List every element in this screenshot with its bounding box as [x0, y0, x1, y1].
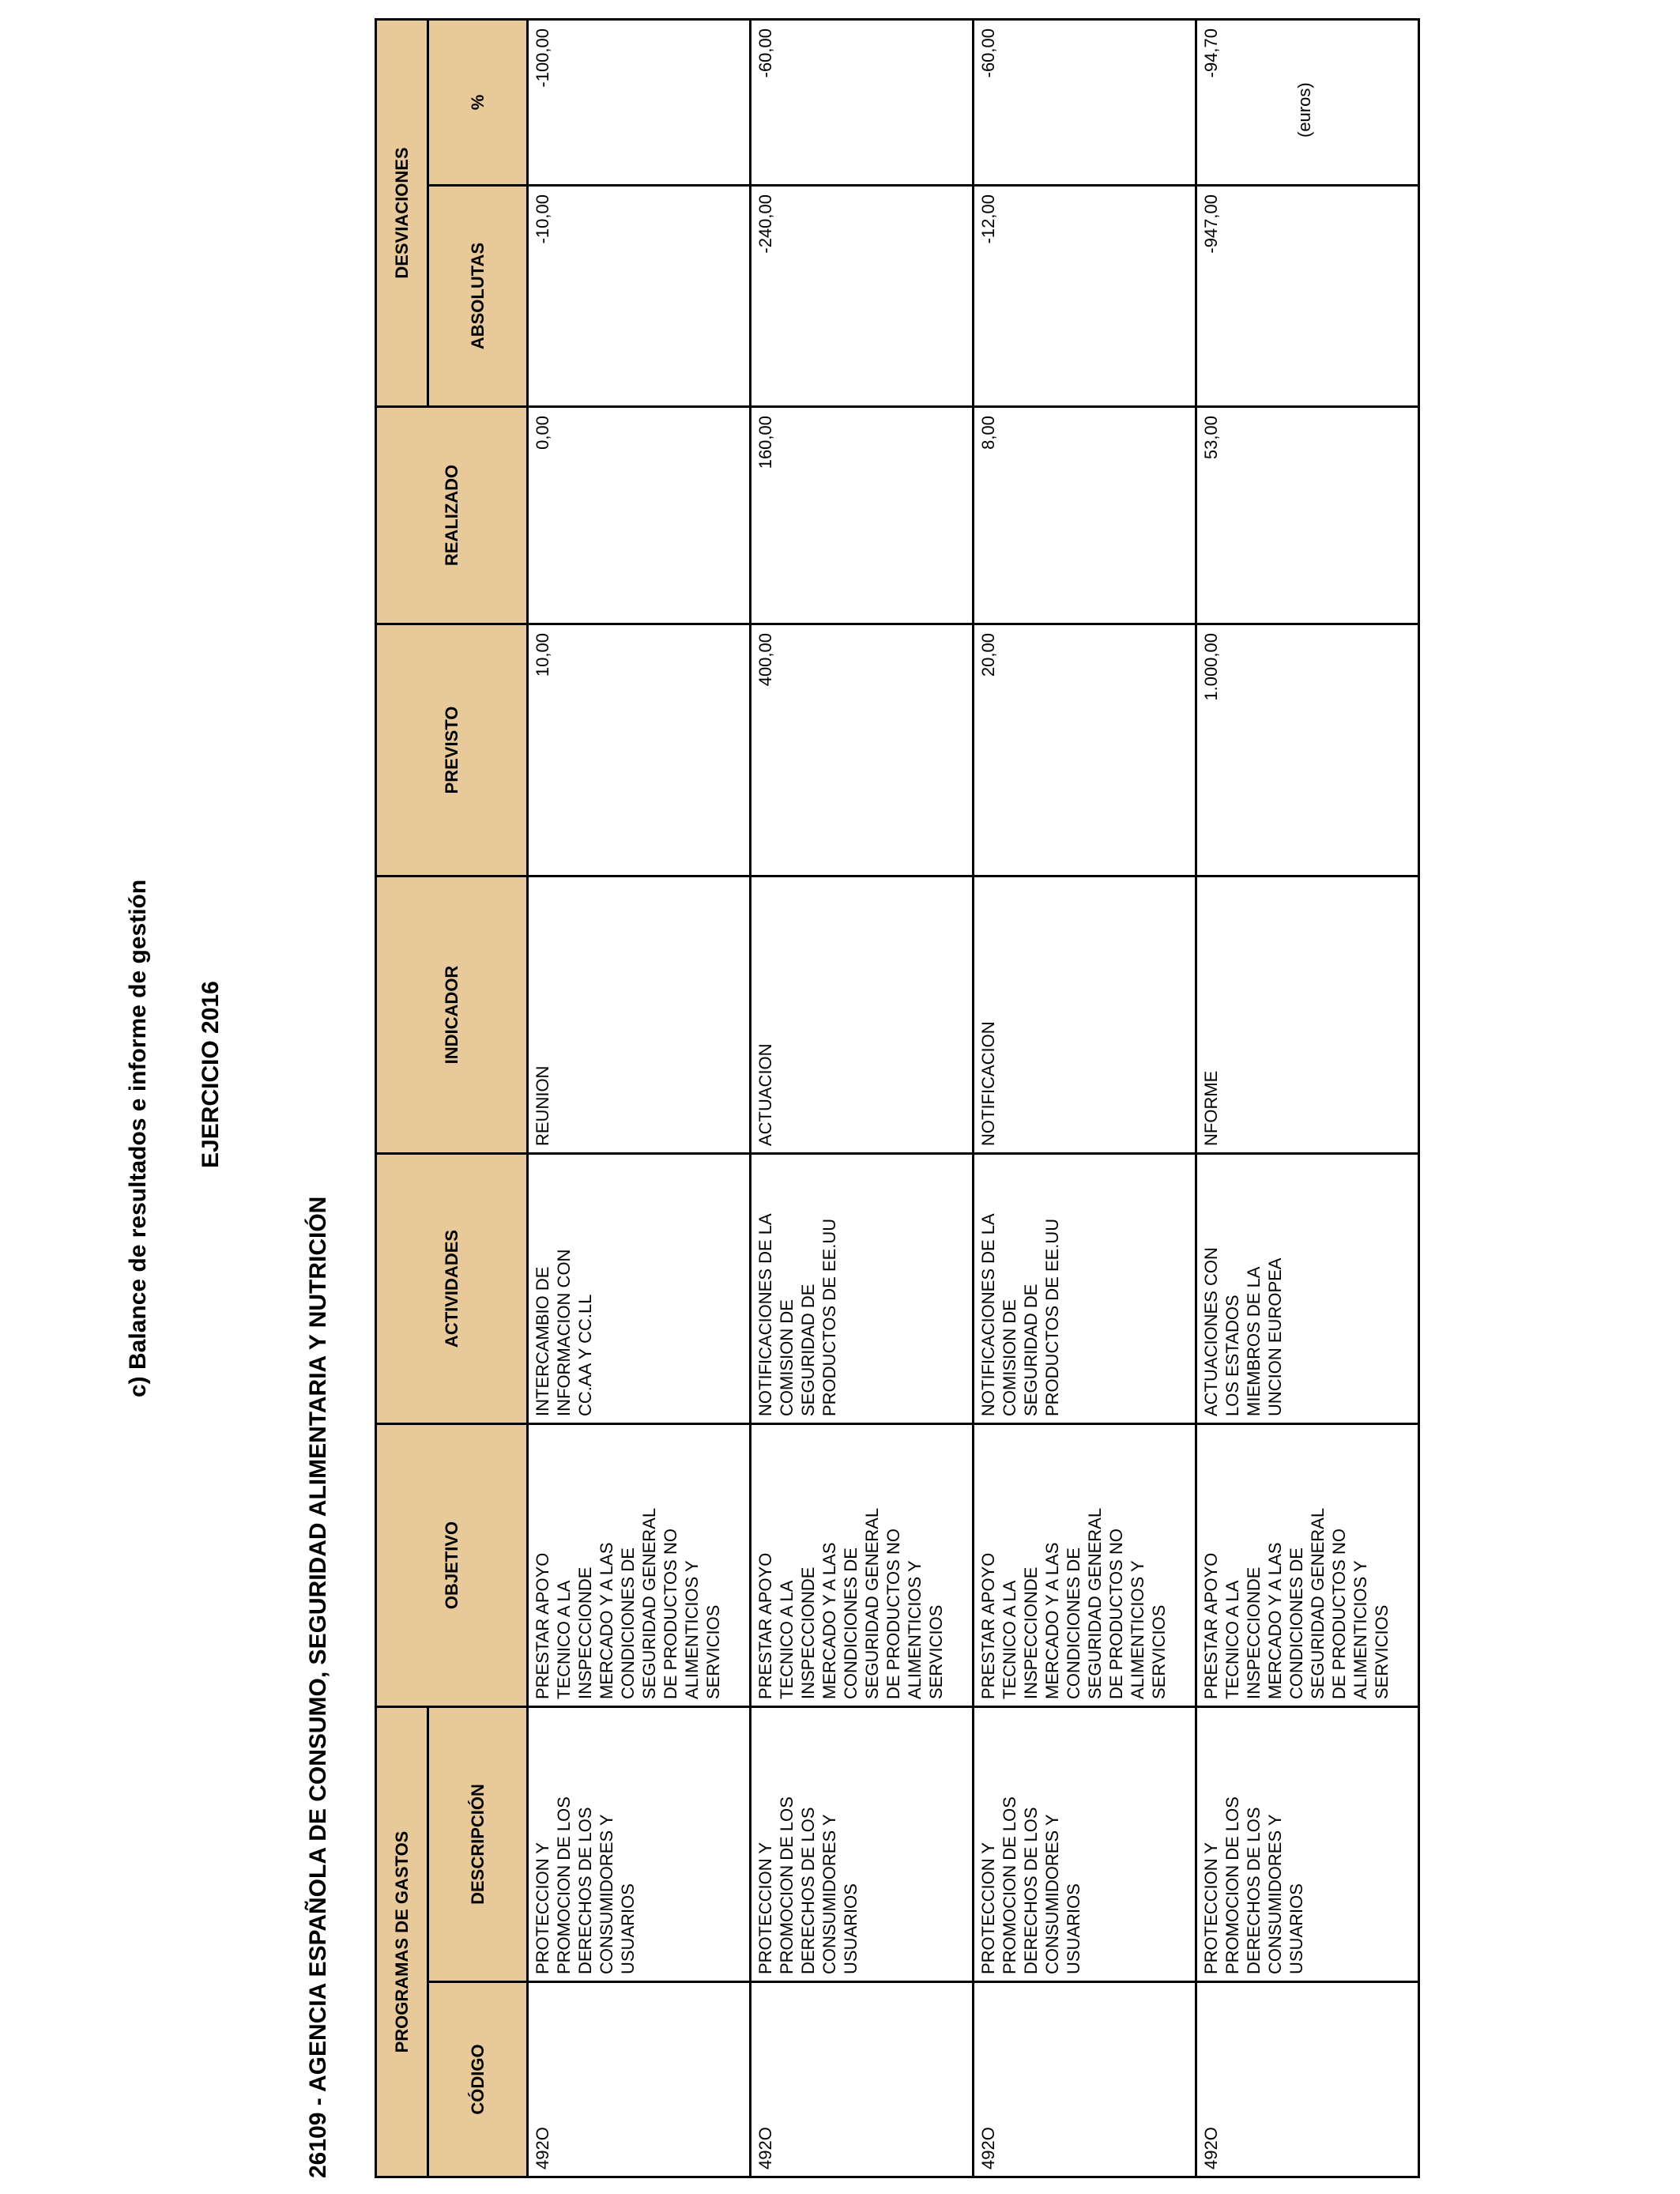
- agency-title: 26109 - AGENCIA ESPAÑOLA DE CONSUMO, SEGURIDAD ALIMENTARIA Y NUTRICIÓN: [305, 1196, 331, 2178]
- cell-porcentaje: -100,00: [528, 19, 751, 185]
- cell-absolutas: -947,00: [1196, 186, 1419, 407]
- cell-absolutas: -10,00: [528, 186, 751, 407]
- group-header-desviaciones: DESVIACIONES: [376, 19, 428, 406]
- cell-previsto: 20,00: [974, 624, 1196, 876]
- units-label: (euros): [1294, 82, 1314, 138]
- cell-previsto: 400,00: [751, 624, 974, 876]
- group-header-programas: PROGRAMAS DE GASTOS: [376, 1707, 428, 2177]
- cell-objetivo: PRESTAR APOYO TECNICO A LA INSPECCIONDE MERCADO Y A LAS CONDICIONES DE SEGURIDAD GENERAL DE PRODUCTOS NO ALIMENTICIOS Y SERVICIOS: [974, 1424, 1196, 1707]
- cell-codigo: 492O: [528, 1982, 751, 2177]
- col-header-absolutas: ABSOLUTAS: [428, 186, 528, 407]
- col-header-porcentaje: %: [428, 19, 528, 185]
- cell-indicador: NFORME: [1196, 876, 1419, 1154]
- cell-porcentaje: -94,70: [1196, 19, 1419, 185]
- cell-previsto: 10,00: [528, 624, 751, 876]
- cell-objetivo: PRESTAR APOYO TECNICO A LA INSPECCIONDE MERCADO Y A LAS CONDICIONES DE SEGURIDAD GENERAL DE PRODUCTOS NO ALIMENTICIOS Y SERVICIOS: [528, 1424, 751, 1707]
- cell-codigo: 492O: [974, 1982, 1196, 2177]
- col-header-actividades: ACTIVIDADES: [376, 1154, 528, 1424]
- cell-actividades: NOTIFICACIONES DE LA COMISION DE SEGURIDAD DE PRODUCTOS DE EE.UU: [751, 1154, 974, 1424]
- col-header-descripcion: DESCRIPCIÓN: [428, 1707, 528, 1982]
- cell-actividades: INTERCAMBIO DE INFORMACION CON CC.AA Y CC.LL: [528, 1154, 751, 1424]
- cell-descripcion: PROTECCION Y PROMOCION DE LOS DERECHOS DE LOS CONSUMIDORES Y USUARIOS: [528, 1707, 751, 1982]
- cell-realizado: 160,00: [751, 407, 974, 624]
- table-row: [1196, 19, 1419, 2177]
- table-row: [528, 19, 751, 2177]
- cell-absolutas: -12,00: [974, 186, 1196, 407]
- cell-actividades: ACTUACIONES CON LOS ESTADOS MIEMBROS DE LA UNCION EUROPEA: [1196, 1154, 1419, 1424]
- table-row: [974, 19, 1196, 2177]
- cell-realizado: 0,00: [528, 407, 751, 624]
- cell-porcentaje: -60,00: [974, 19, 1196, 185]
- cell-indicador: ACTUACION: [751, 876, 974, 1154]
- cell-actividades: NOTIFICACIONES DE LA COMISION DE SEGURIDAD DE PRODUCTOS DE EE.UU: [974, 1154, 1196, 1424]
- cell-objetivo: PRESTAR APOYO TECNICO A LA INSPECCIONDE MERCADO Y A LAS CONDICIONES DE SEGURIDAD GENERAL DE PRODUCTOS NO ALIMENTICIOS Y SERVICIOS: [751, 1424, 974, 1707]
- cell-realizado: 53,00: [1196, 407, 1419, 624]
- cell-realizado: 8,00: [974, 407, 1196, 624]
- col-header-codigo: CÓDIGO: [428, 1982, 528, 2177]
- cell-descripcion: PROTECCION Y PROMOCION DE LOS DERECHOS DE LOS CONSUMIDORES Y USUARIOS: [751, 1707, 974, 1982]
- results-table: [375, 18, 1420, 2178]
- table-row: [751, 19, 974, 2177]
- col-header-realizado: REALIZADO: [376, 407, 528, 624]
- cell-codigo: 492O: [751, 1982, 974, 2177]
- col-header-previsto: PREVISTO: [376, 624, 528, 876]
- col-header-objetivo: OBJETIVO: [376, 1424, 528, 1707]
- cell-indicador: REUNION: [528, 876, 751, 1154]
- cell-descripcion: PROTECCION Y PROMOCION DE LOS DERECHOS DE LOS CONSUMIDORES Y USUARIOS: [974, 1707, 1196, 1982]
- cell-objetivo: PRESTAR APOYO TECNICO A LA INSPECCIONDE MERCADO Y A LAS CONDICIONES DE SEGURIDAD GENERAL DE PRODUCTOS NO ALIMENTICIOS Y SERVICIOS: [1196, 1424, 1419, 1707]
- col-header-indicador: INDICADOR: [376, 876, 528, 1154]
- cell-absolutas: -240,00: [751, 186, 974, 407]
- cell-porcentaje: -60,00: [751, 19, 974, 185]
- exercise-title: EJERCICIO 2016: [198, 981, 224, 1168]
- cell-previsto: 1.000,00: [1196, 624, 1419, 876]
- cell-indicador: NOTIFICACION: [974, 876, 1196, 1154]
- cell-descripcion: PROTECCION Y PROMOCION DE LOS DERECHOS DE LOS CONSUMIDORES Y USUARIOS: [1196, 1707, 1419, 1982]
- cell-codigo: 492O: [1196, 1982, 1419, 2177]
- section-title: c) Balance de resultados e informe de gestión: [125, 879, 151, 1397]
